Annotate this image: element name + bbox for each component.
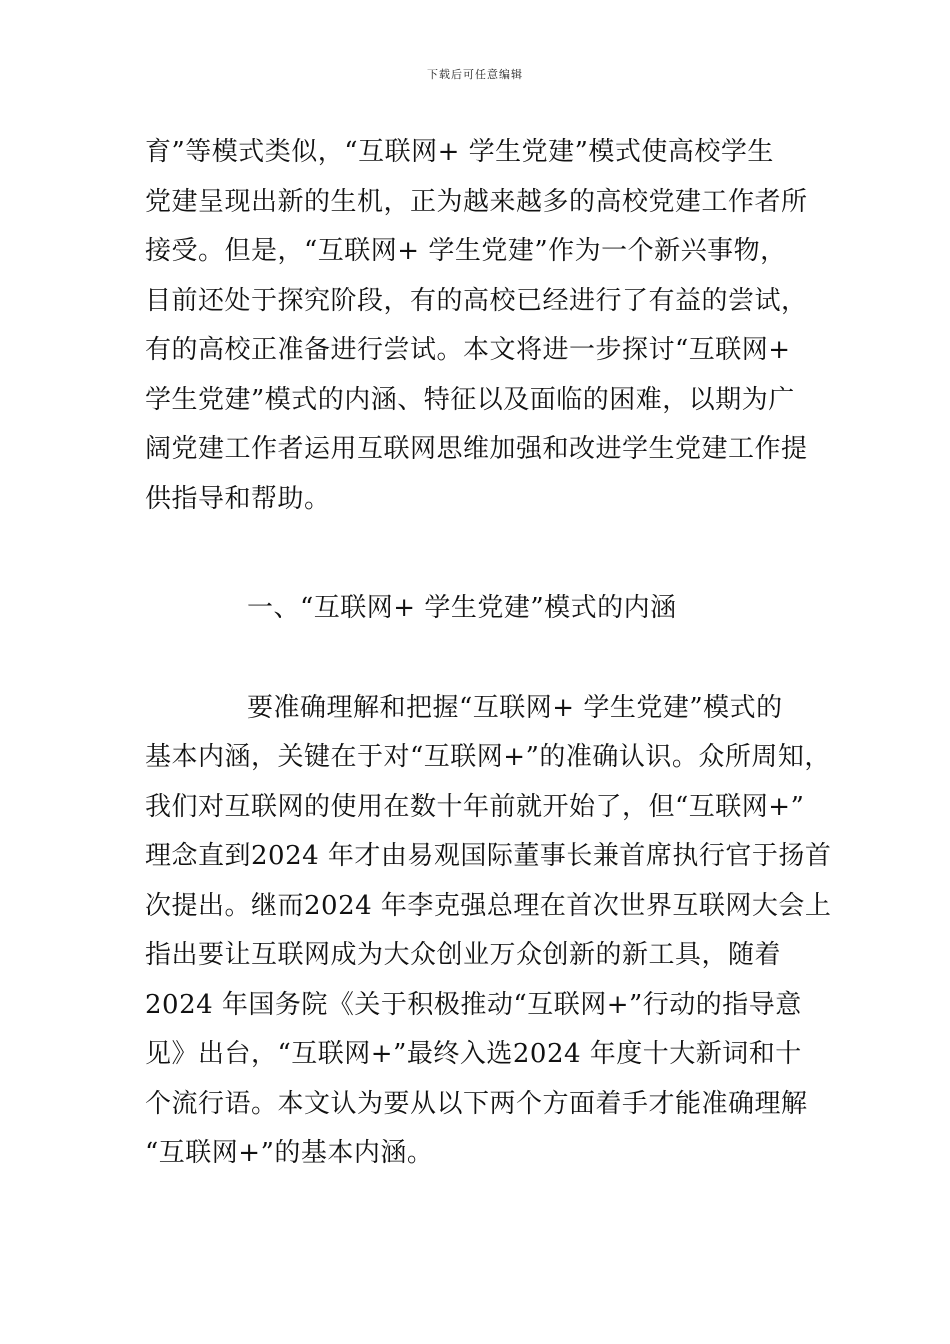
paragraph-line: 育”等模式类似，“互联网+ 学生党建”模式使高校学生 xyxy=(145,137,774,167)
paragraph-line: 2024 年国务院《关于积极推动“互联网+”行动的指导意 xyxy=(145,989,802,1020)
page-header-note: 下载后可任意编辑 xyxy=(427,68,523,81)
paragraph-line: 有的高校正准备进行尝试。本文将进一步探讨“互联网+ xyxy=(145,335,791,365)
document-body xyxy=(145,128,832,1179)
paragraph-line: 阔党建工作者运用互联网思维加强和改进学生党建工作提 xyxy=(145,434,808,464)
paragraph-line: 目前还处于探究阶段，有的高校已经进行了有益的尝试， xyxy=(145,285,808,316)
paragraph-line: 理念直到2024 年才由易观国际董事长兼首席执行官于扬首 xyxy=(145,841,832,871)
paragraph-line: 个流行语。本文认为要从以下两个方面着手才能准确理解 xyxy=(145,1088,808,1119)
spacer xyxy=(145,524,820,584)
paragraph-meaning xyxy=(145,684,832,1179)
paragraph-line: 供指导和帮助。 xyxy=(145,483,331,514)
section-heading: 一、“互联网+ 学生党建”模式的内涵 xyxy=(247,593,677,623)
paragraph-line: 党建呈现出新的生机，正为越来越多的高校党建工作者所 xyxy=(145,186,808,217)
paragraph-intro xyxy=(145,128,820,524)
paragraph-line: 学生党建”模式的内涵、特征以及面临的困难，以期为广 xyxy=(145,384,795,415)
paragraph-line: 指出要让互联网成为大众创业万众创新的新工具，随着 xyxy=(145,940,782,970)
paragraph-line: 要准确理解和把握“互联网+ 学生党建”模式的 xyxy=(247,692,783,723)
paragraph-line: 次提出。继而2024 年李克强总理在首次世界互联网大会上 xyxy=(145,890,832,921)
paragraph-line: 见》出台，“互联网+”最终入选2024 年度十大新词和十 xyxy=(145,1039,802,1069)
paragraph-line: 我们对互联网的使用在数十年前就开始了，但“互联网+” xyxy=(145,791,805,822)
paragraph-line: 接受。但是，“互联网+ 学生党建”作为一个新兴事物， xyxy=(145,236,787,266)
paragraph-line: 基本内涵，关键在于对“互联网+”的准确认识。众所周知， xyxy=(145,742,831,772)
paragraph-line: “互联网+”的基本内涵。 xyxy=(145,1138,434,1168)
spacer xyxy=(145,634,820,684)
